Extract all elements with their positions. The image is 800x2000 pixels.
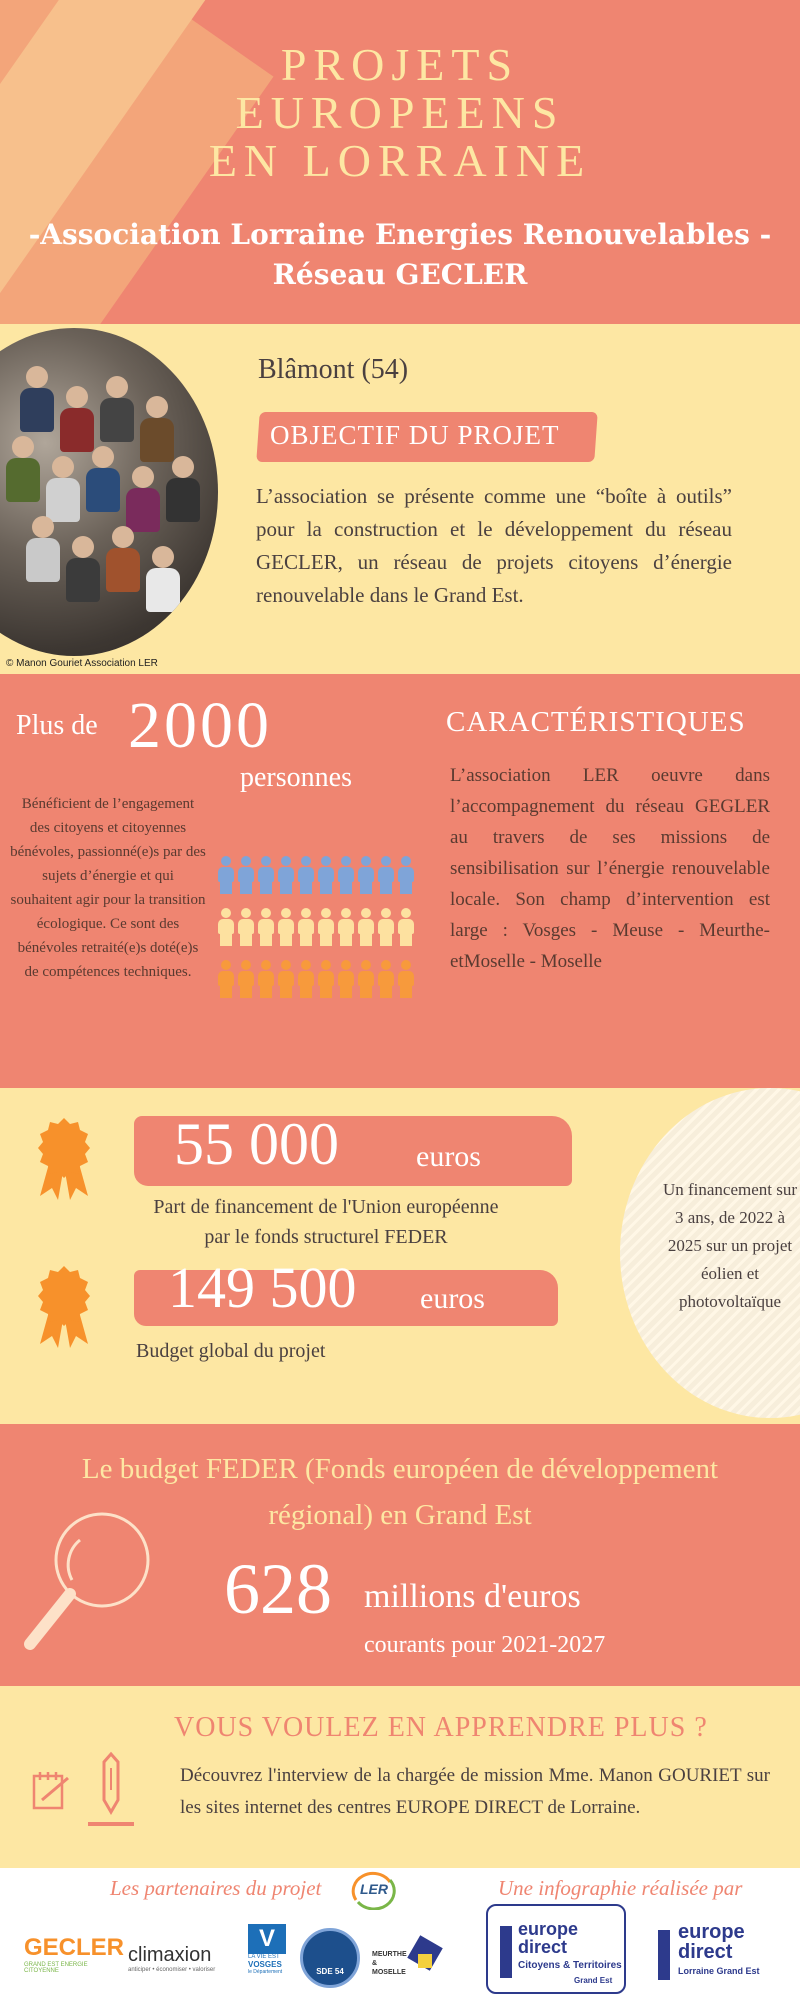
learn-more-text: Découvrez l'interview de la chargée de mission Mme. Manon GOURIET sur les sites internet des centres EUROPE DIRECT de Lorraine. [180,1765,770,1818]
person-icon [298,908,314,946]
medal-icon [32,1116,96,1200]
medal-icon [32,1264,96,1348]
objective-text: L’association se présente comme une “boîte à outils” pour la construction et le développement du réseau GECLER, un réseau de projets citoyens d’énergie renouvelable dans le Grand Est. [256,484,732,607]
person-icon [238,908,254,946]
amount1-unit: euros [416,1140,481,1173]
person-icon [338,908,354,946]
person-icon [298,856,314,894]
europe-direct-citoyens-logo: europe direct Citoyens & Territoires Grand Est [486,1904,626,1994]
people-row-orange [218,960,414,998]
header-section [0,0,800,324]
meurthe-moselle-logo: MEURTHE & MOSELLE [372,1940,442,1980]
learn-more-title: VOUS VOULEZ EN APPRENDRE PLUS ? [174,1712,708,1743]
climaxion-logo: climaxion anticiper • économiser • valoriser [128,1944,216,1973]
feder-title: Le budget FEDER (Fonds européen de développement régional) en Grand Est [81,1453,719,1531]
amount1-caption [116,1192,536,1252]
pen-icon [86,1750,136,1830]
characteristics-title: CARACTÉRISTIQUES [446,706,746,738]
person-icon [358,960,374,998]
learn-more-section [0,1686,800,1868]
stats-unit: personnes [240,762,352,793]
person-icon [258,960,274,998]
person-icon [378,908,394,946]
partners-label: Les partenaires du projet [110,1876,322,1900]
notepad-icon [30,1768,74,1812]
feder-section [0,1424,800,1686]
footer-section [0,1868,800,2000]
person-icon [378,856,394,894]
person-icon [218,908,234,946]
person-icon [318,908,334,946]
people-row-blue [218,856,414,894]
beneficiaries-text: Bénéficient de l’engagement des citoyens et citoyennes bénévoles, passionné(e)s par des sujets d’énergie et qui souhaitent agir pour la transition écologique. Ce sont des bénévoles retraité(e)s doté(e)s de compétences techniques. [10,796,206,980]
stats-section [0,674,800,1088]
person-icon [398,908,414,946]
people-row-yellow [218,908,414,946]
ler-logo: LER [350,1870,396,1910]
financing-note: Un financement sur 3 ans, de 2022 à 2025 sur un projet éolien et photovoltaïque [662,1180,798,1311]
person-icon [298,960,314,998]
characteristics-text: L’association LER oeuvre dans l’accompagnement du réseau GEGLER au travers de ses missions de sensibilisation sur l’énergie renouvelable locale. Son champ d’intervention est large : Vosges - Meuse - Meurthe-etMoselle - Moselle [450,765,770,972]
person-icon [278,908,294,946]
europe-direct-lorraine-logo: europe direct Lorraine Grand Est [654,1908,784,1992]
person-icon [338,960,354,998]
title-line-1: PROJETS [280,39,520,90]
subtitle-line-1: -Association Lorraine Energies Renouvelables - [28,218,772,251]
project-city: Blâmont (54) [258,354,409,385]
feder-unit: millions d'euros [364,1578,581,1615]
amount2-value: 149 500 [168,1255,357,1320]
intro-section [0,324,800,674]
person-icon [398,960,414,998]
stats-prefix: Plus de [16,710,98,741]
person-icon [398,856,414,894]
person-icon [278,856,294,894]
amount1-value: 55 000 [174,1111,339,1177]
person-icon [358,856,374,894]
gecler-logo: GECLER GRAND EST ENERGIE CITOYENNE [24,1934,125,1974]
subtitle-line-2: Réseau GECLER [272,258,528,291]
title-line-2: EUROPEENS [235,87,565,138]
person-icon [218,960,234,998]
group-photo [0,328,218,656]
vosges-logo: V LA VIE EST VOSGES le Département [248,1924,288,1990]
person-icon [238,960,254,998]
objective-label: OBJECTIF DU PROJET [270,420,560,450]
person-icon [278,960,294,998]
person-icon [318,960,334,998]
finance-section [0,1088,800,1424]
person-icon [318,856,334,894]
feder-number: 628 [224,1549,332,1629]
amount2-unit: euros [420,1282,485,1315]
person-icon [358,908,374,946]
person-icon [218,856,234,894]
amount1-caption-line-1: Part de financement de l'Union européenne [153,1196,499,1218]
amount1-caption-line-2: par le fonds structurel FEDER [204,1226,448,1248]
person-icon [258,908,274,946]
made-by-label: Une infographie réalisée par [498,1876,743,1900]
feder-period: courants pour 2021-2027 [364,1632,606,1658]
person-icon [378,960,394,998]
photo-credit: © Manon Gouriet Association LER [6,658,158,669]
amount2-caption: Budget global du projet [136,1340,326,1362]
stats-number: 2000 [128,689,272,762]
sde54-logo: SDE 54 [300,1928,360,1988]
person-icon [238,856,254,894]
person-icon [258,856,274,894]
person-icon [338,856,354,894]
title-line-3: EN LORRAINE [208,135,592,186]
